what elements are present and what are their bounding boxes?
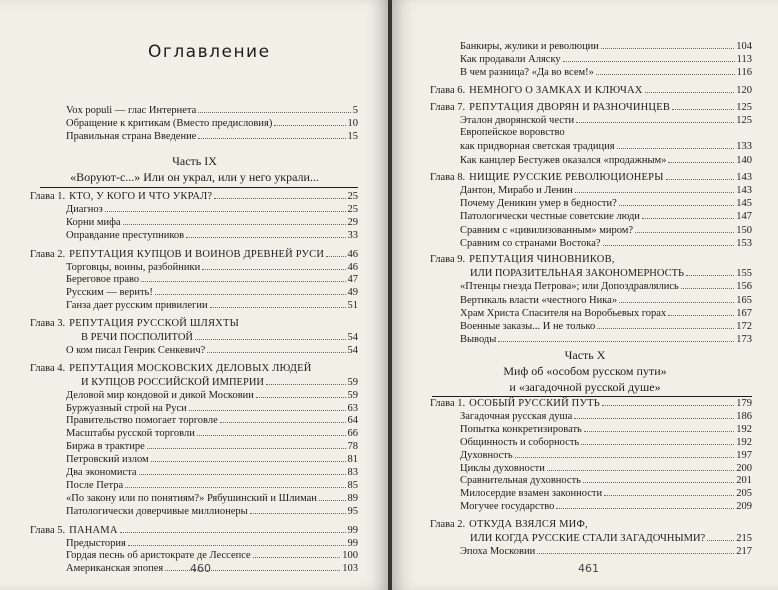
dot-leader bbox=[214, 190, 345, 199]
entry-title: Выводы bbox=[460, 334, 497, 346]
toc-entry bbox=[460, 224, 752, 237]
toc-entry bbox=[460, 462, 752, 475]
entry-page-number: 125 bbox=[736, 101, 752, 113]
toc-entry bbox=[460, 114, 752, 127]
entry-title: ОТКУДА ВЗЯЛСЯ МИФ, bbox=[469, 519, 588, 531]
dot-leader bbox=[195, 331, 346, 340]
dot-leader bbox=[253, 549, 341, 558]
chapter-entry bbox=[430, 519, 752, 531]
chapter-number: Глава 1. bbox=[430, 398, 466, 409]
page-title: Оглавление bbox=[148, 42, 271, 62]
chapter-number: Глава 5. bbox=[30, 524, 66, 536]
chapter-number: Глава 9. bbox=[430, 254, 466, 265]
dot-leader bbox=[198, 104, 350, 113]
toc-entry bbox=[66, 389, 358, 402]
dot-leader bbox=[672, 101, 734, 110]
toc-entry bbox=[66, 537, 358, 550]
right-page bbox=[392, 0, 778, 590]
dot-leader bbox=[707, 532, 734, 541]
entry-title: Береговое право bbox=[66, 274, 140, 286]
dot-leader bbox=[645, 84, 735, 93]
entry-page-number: 209 bbox=[736, 501, 752, 513]
entry-page-number: 113 bbox=[736, 54, 752, 66]
dot-leader bbox=[128, 537, 346, 546]
entry-title: РЕПУТАЦИЯ РУССКОЙ ШЛЯХТЫ bbox=[69, 318, 239, 330]
entry-page-number: 155 bbox=[736, 268, 752, 280]
entry-title: Европейское воровство bbox=[460, 127, 565, 139]
dot-leader bbox=[125, 479, 345, 488]
toc-entry bbox=[460, 423, 752, 436]
entry-page-number: 5 bbox=[352, 105, 358, 116]
dot-leader bbox=[666, 171, 735, 180]
toc-entry bbox=[460, 127, 752, 139]
dot-leader bbox=[556, 500, 734, 509]
dot-leader bbox=[681, 280, 734, 289]
entry-title: Ганза дает русским привилегии bbox=[66, 300, 208, 312]
entry-title: РЕПУТАЦИЯ КУПЦОВ И ВОИНОВ ДРЕВНЕЙ РУСИ bbox=[69, 248, 325, 260]
toc-entry bbox=[460, 40, 752, 53]
toc-entry bbox=[66, 286, 358, 299]
entry-page-number: 63 bbox=[347, 402, 358, 414]
toc-entry bbox=[460, 280, 752, 293]
toc-entry bbox=[66, 104, 358, 117]
toc-entry bbox=[81, 376, 358, 389]
chapter-number: Глава 2. bbox=[430, 519, 466, 531]
toc-entry bbox=[66, 427, 358, 440]
chapter-number: Глава 6. bbox=[430, 84, 466, 96]
dot-leader bbox=[274, 117, 345, 126]
entry-page-number: 25 bbox=[347, 191, 358, 202]
dot-leader bbox=[147, 440, 346, 449]
entry-page-number: 179 bbox=[736, 398, 752, 409]
entry-page-number: 89 bbox=[347, 492, 358, 504]
entry-title: Русским — верить! bbox=[66, 287, 153, 299]
entry-title: КТО, У КОГО И ЧТО УКРАЛ? bbox=[69, 191, 213, 202]
entry-page-number: 51 bbox=[347, 300, 358, 312]
dot-leader bbox=[123, 216, 346, 225]
entry-page-number: 104 bbox=[736, 41, 752, 52]
entry-page-number: 200 bbox=[736, 462, 752, 474]
entry-page-number: 205 bbox=[736, 488, 752, 500]
entry-title: В чем разница? «Да во всем!» bbox=[460, 67, 594, 79]
entry-page-number: 186 bbox=[736, 410, 752, 422]
entry-page-number: 143 bbox=[736, 185, 752, 196]
entry-title: О ком писал Генрик Сенкевич? bbox=[66, 344, 206, 356]
entry-title: Общинность и соборность bbox=[460, 436, 580, 448]
entry-title: ИЛИ КОГДА РУССКИЕ СТАЛИ ЗАГАДОЧНЫМИ? bbox=[470, 533, 706, 544]
dot-leader bbox=[619, 294, 734, 303]
dot-leader bbox=[189, 402, 346, 411]
entry-title: Дантон, Мирабо и Ленин bbox=[460, 185, 573, 196]
entry-title: Обращение к критикам (Вместо предисловия) bbox=[66, 118, 273, 129]
entry-title: Буржуазный строй на Руси bbox=[66, 402, 187, 414]
entry-title: Могучее государство bbox=[460, 501, 555, 513]
dot-leader bbox=[581, 436, 734, 445]
entry-page-number: 46 bbox=[347, 248, 358, 260]
entry-title: Диагноз bbox=[66, 203, 103, 215]
dot-leader bbox=[642, 210, 734, 219]
entry-page-number: 217 bbox=[736, 545, 752, 557]
entry-page-number: 64 bbox=[347, 415, 358, 427]
toc-entry bbox=[66, 466, 358, 479]
dot-leader bbox=[198, 130, 345, 139]
toc-entry bbox=[460, 53, 752, 66]
entry-page-number: 99 bbox=[347, 537, 358, 549]
entry-title: НИЩИЕ РУССКИЕ РЕВОЛЮЦИОНЕРЫ bbox=[469, 171, 664, 183]
toc-entry bbox=[81, 331, 358, 344]
dot-leader bbox=[563, 53, 735, 62]
entry-page-number: 140 bbox=[736, 154, 752, 166]
dot-leader bbox=[596, 66, 735, 75]
entry-page-number: 66 bbox=[347, 428, 358, 440]
entry-title: Биржа в трактире bbox=[66, 441, 145, 453]
dot-leader bbox=[574, 410, 734, 419]
dot-leader bbox=[210, 299, 346, 308]
chapter-number: Глава 3. bbox=[30, 318, 66, 330]
dot-leader bbox=[105, 203, 346, 212]
toc-entry bbox=[66, 344, 358, 357]
dot-leader bbox=[120, 524, 346, 533]
toc-entry bbox=[460, 197, 752, 210]
entry-page-number: 147 bbox=[736, 211, 752, 223]
entry-title: Гордая песнь об аристократе де Лессепсе bbox=[66, 550, 251, 562]
entry-page-number: 143 bbox=[736, 171, 752, 183]
dot-leader bbox=[604, 487, 734, 496]
chapter-number: Глава 1. bbox=[30, 191, 66, 202]
entry-title: Сравним со странами Востока? bbox=[460, 237, 601, 249]
dot-leader bbox=[603, 237, 735, 246]
entry-page-number: 81 bbox=[347, 454, 358, 466]
chapter-entry bbox=[30, 363, 358, 375]
entry-title: Загадочная русская душа bbox=[460, 410, 573, 422]
toc-entry bbox=[460, 307, 752, 320]
toc-entry bbox=[66, 549, 358, 562]
entry-title: Военные заказы... И не только bbox=[460, 321, 596, 332]
entry-page-number: 156 bbox=[736, 281, 752, 293]
entry-title: Эпоха Московии bbox=[460, 545, 536, 557]
dot-leader bbox=[617, 140, 735, 149]
entry-page-number: 173 bbox=[736, 334, 752, 346]
dot-leader bbox=[597, 320, 734, 329]
toc-entry bbox=[66, 229, 358, 242]
toc-entry bbox=[460, 154, 752, 167]
chapter-entry bbox=[430, 101, 752, 114]
entry-page-number: 150 bbox=[736, 224, 752, 236]
entry-page-number: 120 bbox=[736, 84, 752, 96]
toc-entry bbox=[460, 66, 752, 79]
entry-page-number: 54 bbox=[347, 332, 358, 343]
entry-page-number: 47 bbox=[347, 274, 358, 286]
toc-entry bbox=[66, 117, 358, 130]
chapter-entry bbox=[30, 318, 358, 330]
dot-leader bbox=[576, 114, 734, 123]
entry-page-number: 99 bbox=[347, 524, 358, 536]
toc-entry bbox=[460, 320, 752, 333]
dot-leader bbox=[601, 40, 734, 49]
entry-page-number: 25 bbox=[347, 203, 358, 215]
entry-page-number: 153 bbox=[736, 237, 752, 249]
toc-entry bbox=[66, 453, 358, 466]
entry-page-number: 59 bbox=[347, 389, 358, 401]
part-subtitle: и «загадочной русской душе» bbox=[509, 380, 661, 394]
entry-title: Американская эпопея bbox=[66, 563, 164, 575]
entry-page-number: 49 bbox=[347, 287, 358, 299]
entry-title: Эталон дворянской чести bbox=[460, 115, 575, 126]
dot-leader bbox=[319, 492, 346, 501]
entry-page-number: 85 bbox=[347, 479, 358, 491]
entry-page-number: 215 bbox=[736, 533, 752, 544]
toc-entry bbox=[460, 545, 752, 558]
entry-page-number: 167 bbox=[736, 307, 752, 319]
entry-title: Vox populi — глас Интернета bbox=[66, 105, 197, 116]
toc-entry bbox=[66, 440, 358, 453]
entry-title: Корни мифа bbox=[66, 216, 121, 228]
entry-title: Петровский излом bbox=[66, 454, 149, 466]
chapter-entry bbox=[430, 84, 752, 97]
entry-title: ИЛИ ПОРАЗИТЕЛЬНАЯ ЗАКОНОМЕРНОСТЬ bbox=[470, 268, 685, 280]
entry-title: Попытка конкретизировать bbox=[460, 423, 582, 435]
dot-leader bbox=[537, 545, 734, 554]
chapter-number: Глава 7. bbox=[430, 101, 466, 113]
toc-entry bbox=[460, 333, 752, 346]
entry-page-number: 33 bbox=[347, 229, 358, 241]
entry-title: Почему Деникин умер в бедности? bbox=[460, 198, 617, 210]
entry-title: Циклы духовности bbox=[460, 462, 545, 474]
entry-page-number: 133 bbox=[736, 141, 752, 153]
entry-page-number: 192 bbox=[736, 423, 752, 435]
entry-page-number: 100 bbox=[342, 550, 358, 562]
toc-entry bbox=[460, 237, 752, 250]
dot-leader bbox=[202, 261, 345, 270]
part-subtitle: Миф об «особом русском пути» bbox=[503, 364, 667, 378]
entry-page-number: 59 bbox=[347, 376, 358, 388]
entry-title: Торговцы, воины, разбойники bbox=[66, 261, 201, 273]
toc-entry bbox=[460, 487, 752, 500]
toc-entry bbox=[460, 294, 752, 307]
toc-entry bbox=[66, 505, 358, 518]
entry-title: Предыстория bbox=[66, 537, 126, 549]
entry-title: Духовность bbox=[460, 449, 513, 461]
entry-title: ПАНАМА bbox=[69, 524, 118, 536]
entry-title: Сравним с «цивилизованным» миром? bbox=[460, 224, 634, 236]
toc-entry bbox=[470, 532, 752, 545]
toc-entry bbox=[66, 299, 358, 312]
toc-entry bbox=[66, 492, 358, 505]
chapter-entry bbox=[430, 397, 752, 410]
part-subtitle: «Воруют-с...» Или он украл, или у него украли... bbox=[70, 170, 319, 184]
entry-title: Вертикаль власти «честного Ника» bbox=[460, 294, 618, 306]
dot-leader bbox=[207, 344, 345, 353]
toc-entry bbox=[66, 402, 358, 415]
dot-leader bbox=[155, 286, 346, 295]
part-heading: Часть IX bbox=[172, 154, 217, 168]
entry-page-number: 165 bbox=[736, 294, 752, 306]
entry-page-number: 78 bbox=[347, 441, 358, 453]
toc-entry bbox=[460, 210, 752, 223]
part-heading: Часть X bbox=[564, 348, 606, 362]
entry-page-number: 192 bbox=[736, 436, 752, 448]
entry-page-number: 172 bbox=[736, 321, 752, 332]
dot-leader bbox=[186, 229, 345, 238]
entry-title: РЕПУТАЦИЯ ЧИНОВНИКОВ, bbox=[469, 254, 615, 265]
toc-entry bbox=[66, 130, 358, 143]
dot-leader bbox=[266, 376, 346, 385]
dot-leader bbox=[326, 248, 345, 257]
entry-title: Два экономиста bbox=[66, 467, 137, 478]
dot-leader bbox=[151, 453, 346, 462]
toc-entry bbox=[460, 449, 752, 462]
dot-leader bbox=[141, 273, 345, 282]
dot-leader bbox=[635, 224, 734, 233]
dot-leader bbox=[515, 449, 735, 458]
dot-leader bbox=[197, 427, 346, 436]
entry-page-number: 197 bbox=[736, 449, 752, 461]
chapter-entry bbox=[30, 524, 358, 537]
section-rule bbox=[40, 187, 358, 188]
toc-entry bbox=[66, 562, 358, 575]
chapter-number: Глава 4. bbox=[30, 362, 66, 374]
entry-title: «По закону или по понятиям?» Рябушинский и Шлиман bbox=[66, 492, 317, 504]
entry-title: Банкиры, жулики и революции bbox=[460, 41, 599, 52]
entry-title: Деловой мир кондовой и дикой Московии bbox=[66, 389, 254, 401]
entry-page-number: 145 bbox=[736, 198, 752, 210]
chapter-entry bbox=[430, 254, 752, 266]
dot-leader bbox=[602, 397, 734, 406]
entry-title: Правительство помогает торговле bbox=[66, 415, 218, 427]
chapter-number: Глава 2. bbox=[30, 248, 66, 260]
chapter-entry bbox=[30, 190, 358, 203]
toc-entry bbox=[460, 410, 752, 423]
entry-page-number: 29 bbox=[347, 216, 358, 228]
entry-page-number: 46 bbox=[347, 261, 358, 273]
entry-page-number: 201 bbox=[736, 475, 752, 487]
toc-entry bbox=[460, 184, 752, 197]
chapter-number: Глава 8. bbox=[430, 171, 466, 183]
entry-title: «Птенцы гнезда Петрова»; или Допоздравлялись bbox=[460, 281, 679, 293]
dot-leader bbox=[220, 414, 346, 423]
entry-page-number: 95 bbox=[347, 505, 358, 517]
page-number: 461 bbox=[578, 562, 599, 575]
toc-entry bbox=[460, 500, 752, 513]
dot-leader bbox=[686, 267, 734, 276]
entry-title: РЕПУТАЦИЯ ДВОРЯН И РАЗНОЧИНЦЕВ bbox=[469, 101, 671, 113]
toc-entry bbox=[66, 414, 358, 427]
toc-entry bbox=[460, 140, 752, 153]
page-number: 460 bbox=[190, 562, 211, 575]
toc-entry bbox=[460, 474, 752, 487]
chapter-entry bbox=[430, 171, 752, 184]
entry-title: Правильная страна Введение bbox=[66, 131, 197, 142]
entry-page-number: 15 bbox=[347, 131, 358, 142]
entry-page-number: 83 bbox=[347, 467, 358, 478]
dot-leader bbox=[547, 462, 734, 471]
entry-title: Как канцлер Бестужев оказался «продажным» bbox=[460, 154, 667, 166]
entry-title: Как продавали Аляску bbox=[460, 54, 561, 66]
entry-page-number: 125 bbox=[736, 115, 752, 126]
toc-entry bbox=[470, 267, 752, 280]
entry-title: После Петра bbox=[66, 479, 124, 491]
dot-leader bbox=[619, 197, 734, 206]
toc-entry bbox=[66, 216, 358, 229]
dot-leader bbox=[583, 474, 734, 483]
dot-leader bbox=[250, 505, 346, 514]
entry-title: ОСОБЫЙ РУССКИЙ ПУТЬ bbox=[469, 398, 600, 409]
toc-entry bbox=[460, 436, 752, 449]
entry-page-number: 54 bbox=[347, 344, 358, 356]
entry-title: Милосердие взамен законности bbox=[460, 488, 603, 500]
entry-title: как придворная светская традиция bbox=[460, 141, 615, 153]
toc-entry bbox=[66, 261, 358, 274]
entry-page-number: 103 bbox=[342, 563, 358, 575]
dot-leader bbox=[584, 423, 734, 432]
toc-entry bbox=[66, 273, 358, 286]
chapter-entry bbox=[30, 248, 358, 261]
entry-title: РЕПУТАЦИЯ МОСКОВСКИХ ДЕЛОВЫХ ЛЮДЕЙ bbox=[69, 362, 312, 374]
entry-title: В РЕЧИ ПОСПОЛИТОЙ bbox=[81, 332, 193, 343]
dot-leader bbox=[256, 389, 346, 398]
entry-title: Патологически доверчивые миллионеры bbox=[66, 505, 248, 517]
dot-leader bbox=[498, 333, 734, 342]
toc-entry bbox=[66, 203, 358, 216]
dot-leader bbox=[668, 307, 734, 316]
entry-title: Сравнительная духовность bbox=[460, 475, 581, 487]
dot-leader bbox=[668, 154, 734, 163]
entry-page-number: 10 bbox=[347, 118, 358, 129]
entry-title: НЕМНОГО О ЗАМКАХ И КЛЮЧАХ bbox=[469, 84, 643, 96]
entry-page-number: 116 bbox=[736, 67, 752, 79]
entry-title: И КУПЦОВ РОССИЙСКОЙ ИМПЕРИИ bbox=[81, 376, 264, 388]
entry-title: Оправдание преступников bbox=[66, 229, 185, 241]
dot-leader bbox=[575, 184, 734, 193]
entry-title: Храм Христа Спасителя на Воробьевых горах bbox=[460, 307, 667, 319]
entry-title: Патологически честные советские люди bbox=[460, 211, 640, 223]
dot-leader bbox=[139, 466, 346, 475]
toc-entry bbox=[66, 479, 358, 492]
entry-title: Масштабы русской торговли bbox=[66, 428, 195, 440]
